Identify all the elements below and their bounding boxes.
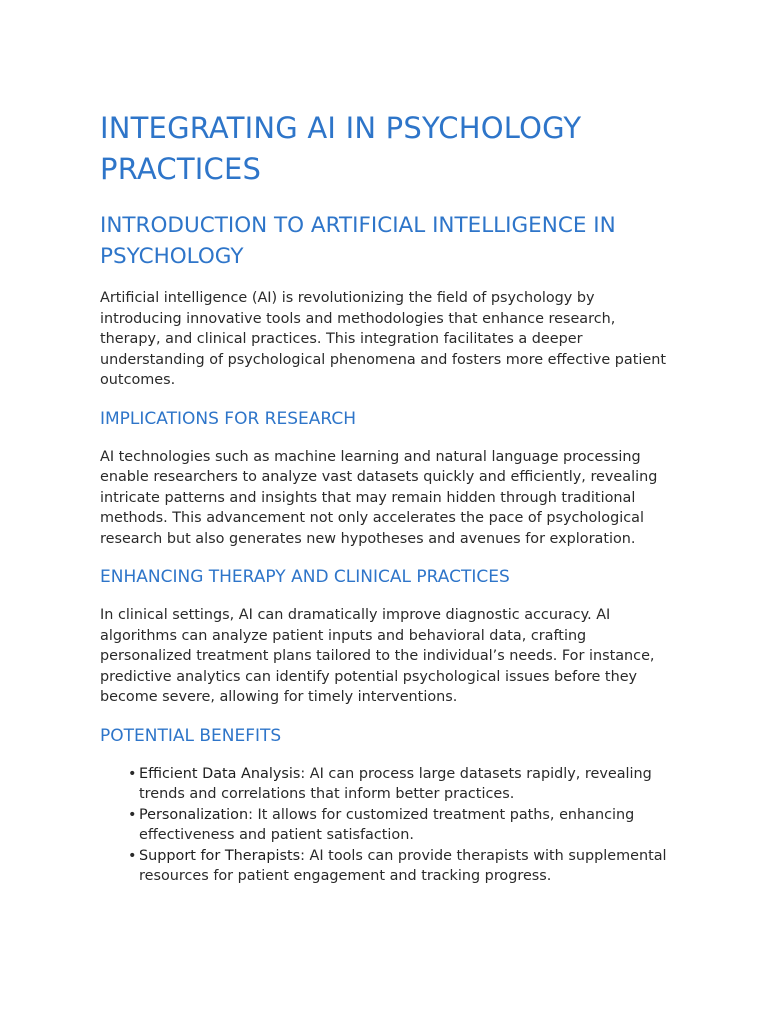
list-item (128, 846, 668, 887)
benefit-term: Personalization (139, 806, 249, 823)
subsection-heading-benefits: POTENTIAL BENEFITS (100, 725, 282, 746)
document-title: INTEGRATING AI IN PSYCHOLOGY PRACTICES (100, 111, 582, 186)
benefit-term: Support for Therapists (139, 847, 301, 864)
bullet-icon: • (128, 765, 137, 782)
list-item (128, 764, 668, 805)
subsection-heading-therapy: ENHANCING THERAPY AND CLINICAL PRACTICES (100, 567, 510, 587)
section-heading-introduction: INTRODUCTION TO ARTIFICIAL INTELLIGENCE IN PSYCHOLOGY (100, 213, 616, 269)
bullet-icon: • (128, 847, 137, 864)
benefit-term: Efficient Data Analysis (139, 765, 301, 782)
bullet-icon: • (128, 806, 137, 823)
benefit-description: : AI can process large datasets rapidly, revealing trends and correlations that inform better practices. (139, 765, 652, 802)
introduction-paragraph: Artificial intelligence (AI) is revolutionizing the field of psychology by introducing innovative tools and methodologies that enhance research, therapy, and clinical practices. This integration facilitates a deeper understanding of psychological phenomena and fosters more effective patient outcomes. (100, 290, 666, 388)
benefit-description: : It allows for customized treatment paths, enhancing effectiveness and patient satisfaction. (139, 806, 635, 843)
subsection-heading-research: IMPLICATIONS FOR RESEARCH (100, 408, 356, 429)
list-item (128, 805, 668, 846)
benefits-list (100, 764, 668, 887)
therapy-paragraph: In clinical settings, AI can dramatically improve diagnostic accuracy. AI algorithms can analyze patient inputs and behavioral data, crafting personalized treatment plans tailored to the individual’s needs. For instance, predictive analytics can identify potential psychological issues before they become severe, allowing for timely interventions. (100, 607, 655, 705)
research-paragraph: AI technologies such as machine learning and natural language processing enable researchers to analyze vast datasets quickly and efficiently, revealing intricate patterns and insights that may remain hidden through traditional methods. This advancement not only accelerates the pace of psychological research but also generates new hypotheses and avenues for exploration. (100, 448, 658, 547)
benefit-description: : AI tools can provide therapists with supplemental resources for patient engagement and tracking progress. (139, 847, 667, 884)
